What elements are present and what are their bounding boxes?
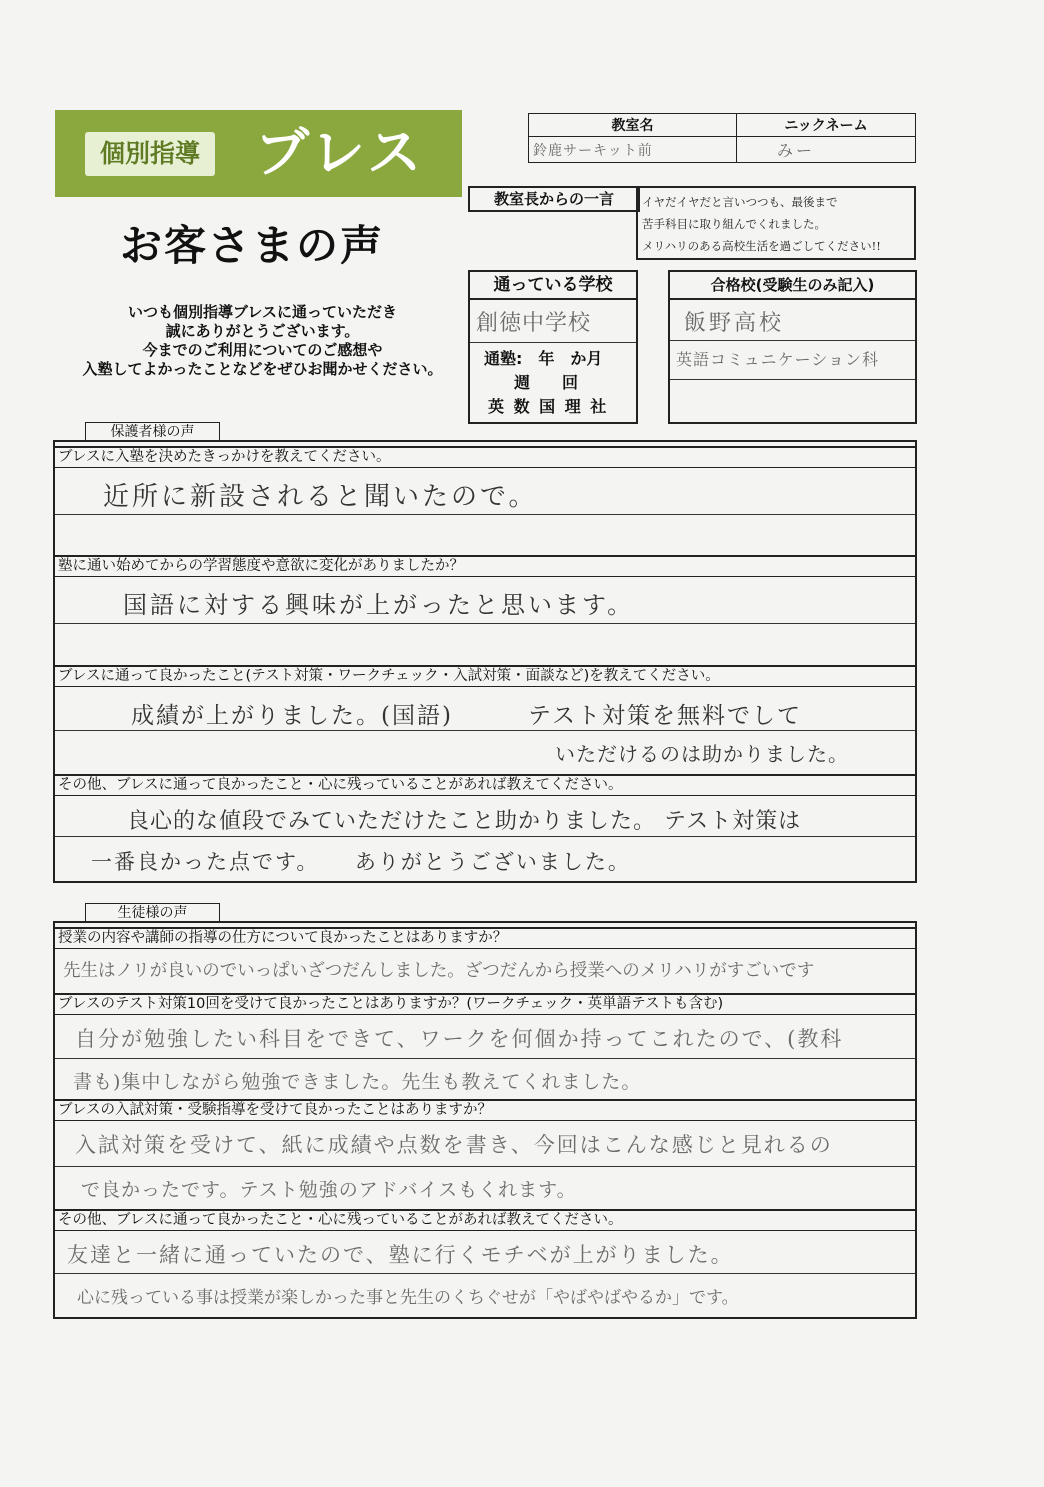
answer-line [55,1166,915,1167]
message-box [636,186,916,260]
pass-school: 飯野高校 [670,300,915,341]
message-text [638,188,914,260]
intro-text [60,303,465,379]
page-title: お客さまの声 [120,221,385,270]
intro-line: いつも個別指導ブレスに通っていただき [128,303,397,321]
answer-line [55,514,915,515]
pass-label: 合格校(受験生のみ記入) [670,272,915,300]
subjects-text: 英 数 国 理 社 [488,397,609,416]
classroom-table [528,113,916,163]
parent-section-label: 保護者様の声 [85,422,220,442]
parent-question-3: ブレスに通って良かったこと(テスト対策・ワークチェック・入試対策・面談など)を教えてください。 [55,665,915,687]
logo-small-text: 個別指導 [85,132,215,176]
message-line: 苦手科目に取り組んでくれました。 [642,217,826,231]
parent-section [53,440,917,883]
student-answer-2a: 自分が勉強したい科目をできて、ワークを何個か持ってこれたので、(教科 [75,1027,844,1051]
parent-question-4: その他、ブレスに通って良かったこと・心に残っていることがあれば教えてください。 [55,774,915,796]
intro-line: 入塾してよかったことなどをぜひお聞かせください。 [82,360,443,378]
message-line: メリハリのある高校生活を過ごしてください!! [642,239,881,253]
student-answer-4a: 友達と一緒に通っていたので、塾に行くモチベが上がりました。 [67,1243,734,1267]
message-label: 教室長からの一言 [493,190,614,208]
student-answer-3b: で良かったです。テスト勉強のアドバイスもくれます。 [81,1179,577,1201]
period-text: 通塾: 年 か月 [484,349,603,368]
pass-box [668,270,917,424]
student-answer-1: 先生はノリが良いのでいっぱいざつだんしました。ざつだんから授業へのメリハリがすごいです [63,961,815,981]
student-section [53,921,917,1319]
student-answer-3a: 入試対策を受けて、紙に成績や点数を書き、今回はこんな感じと見れるの [75,1133,833,1157]
intro-line: 誠にありがとうございます。 [165,322,360,340]
parent-question-1: ブレスに入塾を決めたきっかけを教えてください。 [55,446,915,468]
message-line: イヤだイヤだと言いつつも、最後まで [642,195,838,209]
parent-answer-2: 国語に対する興味が上がったと思います。 [123,591,635,619]
parent-answer-3b: いただけるのは助かりました。 [555,742,849,766]
school-box [468,270,638,424]
parent-answer-4b: 一番良かった点です。 ありがとうございました。 [91,850,631,874]
student-answer-2b: 書も)集中しながら勉強できました。先生も教えてくれました。 [73,1071,642,1093]
student-section-label: 生徒様の声 [85,903,220,923]
answer-line [55,1058,915,1059]
school-label: 通っている学校 [470,272,636,300]
student-question-1: 授業の内容や講師の指導の仕方について良かったことはありますか？ [55,927,915,949]
parent-answer-3a: 成績が上がりました。(国語) テスト対策を無料でして [131,703,803,729]
logo-big-text: ブレス [255,121,426,184]
nickname-value: みー [737,137,916,163]
intro-line: 今までのご利用についてのご感想や [142,341,383,359]
answer-line [55,836,915,837]
answer-line [55,730,915,731]
message-label-box [468,186,640,212]
nickname-label: ニックネーム [737,114,916,137]
answer-line [55,623,915,624]
parent-question-2: 塾に通い始めてからの学習態度や意欲に変化がありましたか？ [55,555,915,577]
student-question-3: ブレスの入試対策・受験指導を受けて良かったことはありますか？ [55,1099,915,1121]
student-answer-4b: 心に残っている事は授業が楽しかった事と先生のくちぐせが「やばやばやるか」です。 [77,1288,739,1308]
student-question-4: その他、ブレスに通って良かったこと・心に残っていることがあれば教えてください。 [55,1209,915,1231]
answer-line [55,1273,915,1274]
weekly-text: 週 回 [514,373,579,392]
classroom-label: 教室名 [529,114,737,137]
student-question-2: ブレスのテスト対策10回を受けて良かったことはありますか？(ワークチェック・英単語テストも含む) [55,993,915,1015]
parent-answer-1: 近所に新設されると聞いたので。 [103,482,538,512]
school-value: 創徳中学校 [470,300,636,343]
classroom-value: 鈴鹿サーキット前 [529,137,737,163]
parent-answer-4a: 良心的な値段でみていただけたこと助かりました。 テスト対策は [127,809,802,834]
pass-course: 英語コミュニケーション科 [670,341,915,380]
brand-logo [55,110,462,197]
